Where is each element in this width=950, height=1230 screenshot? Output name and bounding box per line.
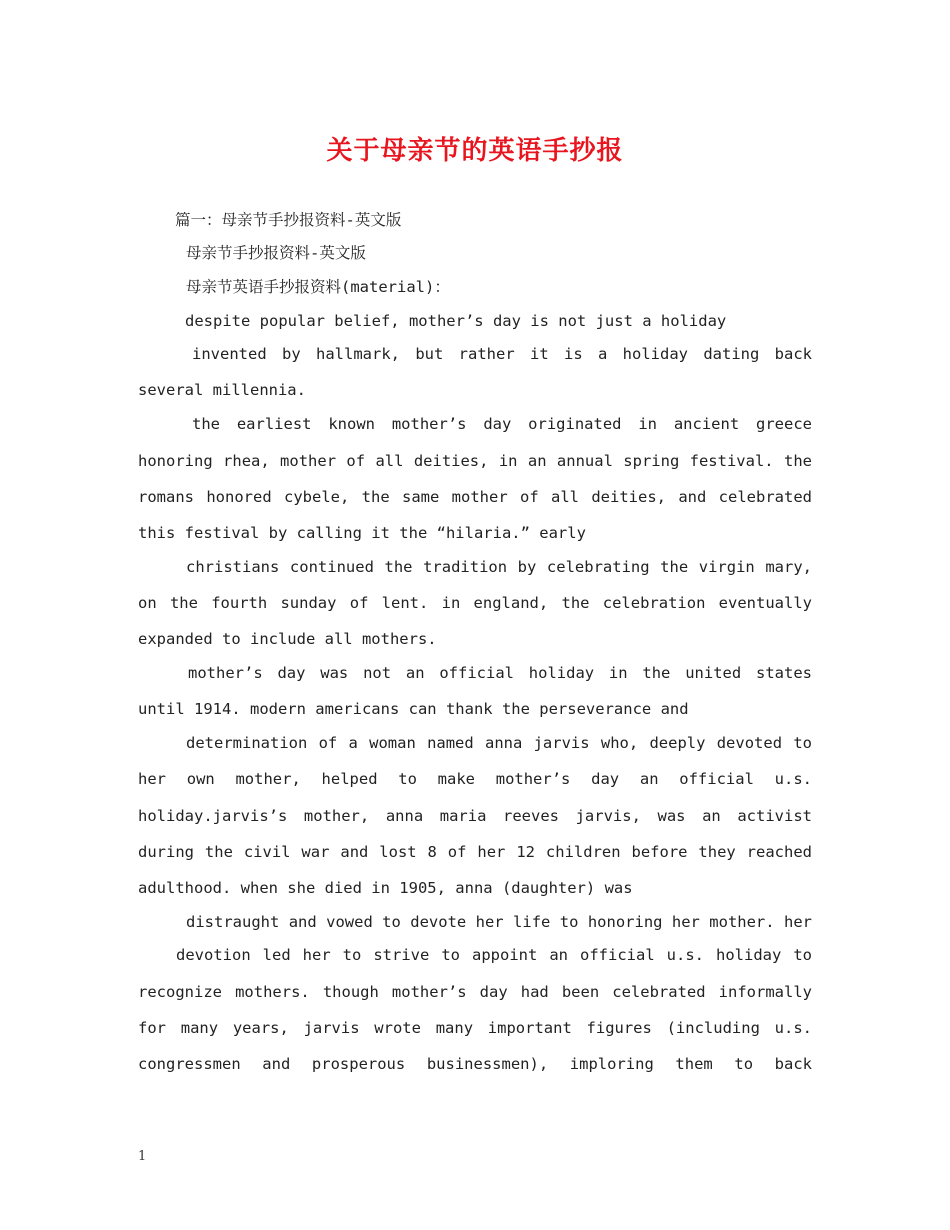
text-line: the earliest known mother’s day originated in ancient greece	[192, 415, 812, 433]
text-line: on the fourth sunday of lent. in england, the celebration eventually	[138, 594, 812, 612]
text-line: for many years, jarvis wrote many important figures (including u.s.	[138, 1019, 812, 1037]
text-line: 母亲节手抄报资料-英文版	[186, 244, 366, 262]
text-line: invented by hallmark, but rather it is a holiday dating back	[192, 345, 812, 363]
text-line: determination of a woman named anna jarvis who, deeply devoted to	[186, 734, 812, 752]
text-line: this festival by calling it the “hilaria.” early	[138, 524, 586, 542]
document-title: 关于母亲节的英语手抄报	[326, 136, 624, 166]
text-line: christians continued the tradition by celebrating the virgin mary,	[186, 558, 812, 576]
text-line: her own mother, helped to make mother’s day an official u.s.	[138, 770, 812, 788]
text-line: honoring rhea, mother of all deities, in an annual spring festival. the	[138, 452, 812, 470]
text-line: congressmen and prosperous businessmen), imploring them to back	[138, 1055, 812, 1073]
text-line: several millennia.	[138, 381, 306, 399]
text-line: adulthood. when she died in 1905, anna (daughter) was	[138, 879, 633, 897]
text-line: recognize mothers. though mother’s day had been celebrated informally	[138, 983, 812, 1001]
text-line: 母亲节英语手抄报资料(material)：	[186, 278, 450, 296]
text-line: until 1914. modern americans can thank the perseverance and	[138, 700, 689, 718]
text-line: 篇一：母亲节手抄报资料-英文版	[175, 211, 402, 229]
text-line: expanded to include all mothers.	[138, 630, 437, 648]
text-line: holiday.jarvis’s mother, anna maria reeves jarvis, was an activist	[138, 807, 812, 825]
text-line: distraught and vowed to devote her life to honoring her mother. her	[186, 913, 812, 931]
text-line: despite popular belief, mother’s day is not just a holiday	[185, 312, 727, 330]
text-line: devotion led her to strive to appoint an official u.s. holiday to	[176, 946, 812, 964]
page-number: 1	[138, 1149, 147, 1164]
text-line: during the civil war and lost 8 of her 12 children before they reached	[138, 843, 812, 861]
text-line: mother’s day was not an official holiday in the united states	[188, 664, 812, 682]
text-line: romans honored cybele, the same mother of all deities, and celebrated	[138, 488, 812, 506]
